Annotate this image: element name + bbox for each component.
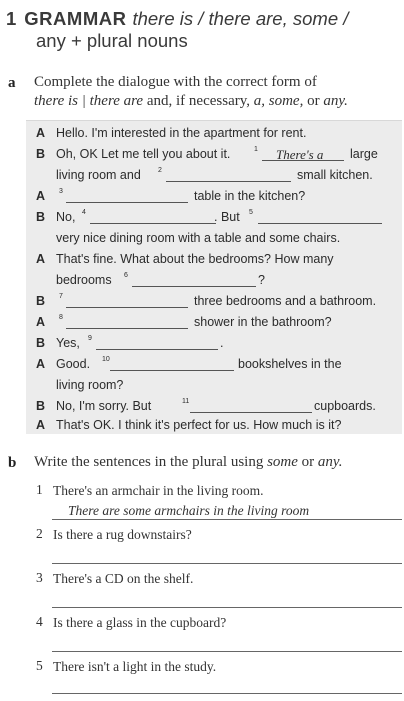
dialogue-line	[26, 415, 402, 436]
instruction-or: or	[297, 454, 318, 470]
dialogue-text: Oh, OK Let me tell you about it.	[56, 147, 231, 161]
item-number: 4	[36, 614, 43, 629]
dialogue-line	[26, 249, 402, 270]
dialogue-line	[26, 207, 402, 228]
dialogue-text: living room?	[56, 378, 124, 392]
speaker: B	[36, 294, 46, 308]
exercise-number: 1	[6, 8, 17, 29]
instruction-words: a, some,	[253, 93, 304, 109]
answer-text: There's a	[276, 147, 324, 162]
speaker: A	[36, 189, 46, 203]
answer-line-1[interactable]	[52, 519, 402, 520]
dialogue-text: ?	[258, 273, 265, 287]
instruction-any: any.	[317, 454, 343, 470]
answer-gap-6[interactable]	[132, 272, 256, 287]
exercise-b-instruction	[34, 453, 402, 472]
instruction-italic: there is | there are	[34, 93, 144, 109]
dialogue-text: That's fine. What about the bedrooms? How many	[56, 252, 334, 266]
speaker: A	[36, 418, 46, 432]
instruction-text: Write the sentences in the plural using	[34, 454, 268, 470]
answer-gap-5[interactable]	[258, 209, 382, 224]
dialogue-line	[26, 228, 402, 249]
gap-number: 9	[88, 335, 92, 342]
dialogue-text: No,	[56, 210, 76, 224]
exercise-a-instruction	[34, 73, 402, 111]
speaker: A	[36, 357, 46, 371]
dialogue-text: three bedrooms and a bathroom.	[194, 294, 377, 308]
gap-number: 5	[249, 209, 253, 216]
dialogue-text: cupboards.	[314, 399, 376, 413]
answer-line-4[interactable]	[52, 651, 402, 652]
answer-gap-9[interactable]	[96, 335, 218, 350]
dialogue-text: Hello. I'm interested in the apartment for rent.	[56, 126, 307, 140]
dialogue-line	[26, 333, 402, 354]
gap-number: 10	[102, 356, 110, 363]
answer-gap-7[interactable]	[66, 293, 188, 308]
heading-subtitle-line2: any + plural nouns	[36, 30, 188, 51]
gap-number: 2	[158, 167, 162, 174]
dialogue-text: small kitchen.	[297, 168, 373, 182]
gap-number: 11	[182, 398, 190, 405]
gap-number: 4	[82, 209, 86, 216]
dialogue-line	[26, 270, 402, 291]
speaker: B	[36, 336, 46, 350]
answer-line-2[interactable]	[52, 563, 402, 564]
dialogue-text: table in the kitchen?	[194, 189, 306, 203]
dialogue-text: large	[350, 147, 378, 161]
dialogue-line	[26, 375, 402, 396]
gap-number: 7	[59, 293, 63, 300]
item-sentence: Is there a glass in the cupboard?	[53, 615, 227, 630]
heading-subtitle-line1: there is / there are, some /	[132, 8, 349, 29]
speaker: B	[36, 210, 46, 224]
dialogue-text: bookshelves in the	[238, 357, 342, 371]
speaker: A	[36, 252, 46, 266]
item-number: 2	[36, 526, 43, 541]
answer-gap-4[interactable]	[90, 209, 216, 224]
answer-gap-10[interactable]	[110, 356, 234, 371]
item-sentence: There's an armchair in the living room.	[53, 483, 264, 498]
dialogue-text: bedrooms	[56, 273, 112, 287]
answer-line-5[interactable]	[52, 693, 402, 694]
instruction-line1: Complete the dialogue with the correct form of	[34, 74, 317, 90]
dialogue-text: No, I'm sorry. But	[56, 399, 152, 413]
speaker: B	[36, 147, 46, 161]
gap-number: 3	[59, 188, 63, 195]
answer-gap-11[interactable]	[190, 398, 312, 413]
dialogue-text: Yes,	[56, 336, 80, 350]
speaker: A	[36, 315, 46, 329]
speaker: B	[36, 399, 46, 413]
item-sentence: There's a CD on the shelf.	[53, 571, 194, 586]
exercise-b-label: b	[8, 455, 17, 471]
answer-line-3[interactable]	[52, 607, 402, 608]
heading-title: GRAMMAR	[24, 8, 127, 29]
item-number: 3	[36, 570, 43, 585]
instruction-rest: and, if necessary,	[143, 93, 254, 109]
dialogue-text: That's OK. I think it's perfect for us. How much is it?	[56, 418, 342, 432]
dialogue-line	[26, 312, 402, 333]
dialogue-line	[26, 165, 402, 186]
exercise-heading	[6, 8, 402, 52]
item-sentence: There isn't a light in the study.	[53, 659, 217, 674]
dialogue-line	[26, 354, 402, 375]
dialogue-text: . But	[214, 210, 240, 224]
instruction-some: some	[267, 454, 298, 470]
dialogue-text: .	[220, 336, 224, 350]
dialogue-line	[26, 396, 402, 417]
speaker: A	[36, 126, 46, 140]
gap-number: 8	[59, 314, 63, 321]
answer-gap-2[interactable]	[166, 167, 291, 182]
dialogue-text: very nice dining room with a table and some chairs.	[56, 231, 341, 245]
instruction-any: any.	[323, 93, 348, 109]
answer-gap-8[interactable]	[66, 314, 188, 329]
answer-gap-3[interactable]	[66, 188, 188, 203]
dialogue-box	[26, 120, 402, 434]
dialogue-text: Good.	[56, 357, 91, 371]
item-number: 1	[36, 482, 43, 497]
item-answer: There are some armchairs in the living room	[68, 503, 310, 518]
item-sentence: Is there a rug downstairs?	[53, 527, 192, 542]
dialogue-line	[26, 186, 402, 207]
dialogue-line	[26, 144, 402, 165]
dialogue-text: living room and	[56, 168, 141, 182]
dialogue-line	[26, 123, 402, 144]
dialogue-text: shower in the bathroom?	[194, 315, 332, 329]
gap-number: 6	[124, 272, 128, 279]
exercise-a-label: a	[8, 75, 16, 91]
gap-number: 1	[254, 146, 258, 153]
item-number: 5	[36, 658, 43, 673]
dialogue-line	[26, 291, 402, 312]
instruction-or: or	[303, 93, 324, 109]
